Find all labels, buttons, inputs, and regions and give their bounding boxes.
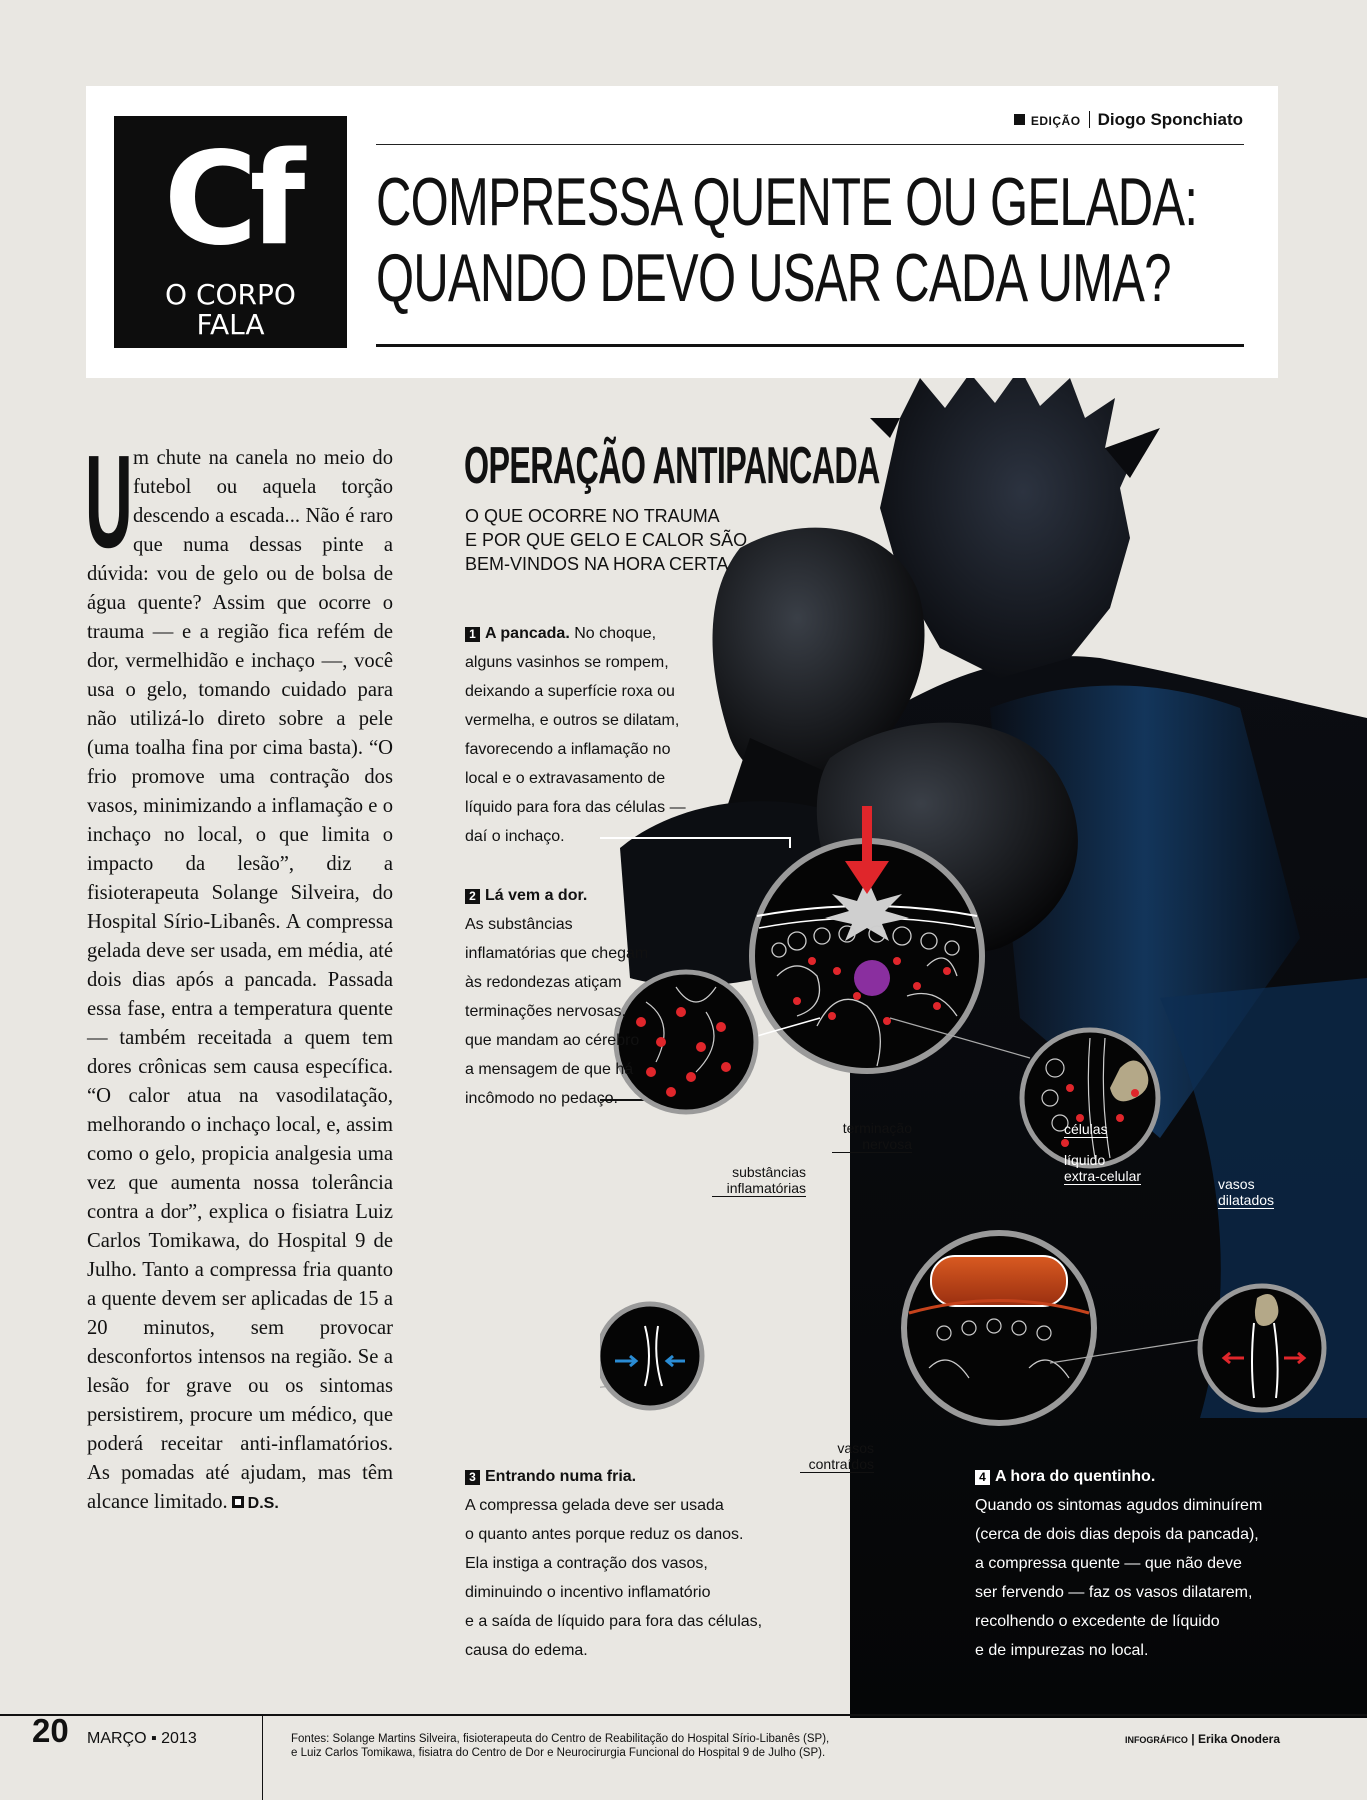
section-logo bbox=[114, 116, 347, 348]
end-mark-icon bbox=[232, 1496, 244, 1508]
callout-cells: células bbox=[1064, 1121, 1108, 1137]
step-number: 2 bbox=[465, 889, 480, 904]
step-number: 1 bbox=[465, 627, 480, 642]
callout-line: inflamatórias bbox=[726, 1180, 806, 1196]
callout-line: dilatados bbox=[1218, 1192, 1275, 1208]
step-line: líquido para fora das células — bbox=[465, 799, 686, 816]
credit-name: Erika Onodera bbox=[1197, 1732, 1280, 1746]
edition-credit bbox=[1014, 110, 1243, 130]
section-name bbox=[114, 280, 347, 340]
callout-line: contraídos bbox=[808, 1456, 874, 1472]
step-line: o quanto antes porque reduz os danos. bbox=[465, 1526, 744, 1543]
step-line: daí o inchaço. bbox=[465, 828, 565, 845]
page-number: 20 bbox=[32, 1712, 69, 1749]
step-line: incômodo no pedaço. bbox=[465, 1090, 618, 1107]
credit-label: INFOGRÁFICO bbox=[1124, 1735, 1188, 1745]
step-line: às redondezas atiçam bbox=[465, 974, 622, 991]
subtitle-line: E POR QUE GELO E CALOR SÃO bbox=[465, 530, 748, 550]
step-2-text bbox=[465, 881, 685, 1113]
step-line: alguns vasinhos se rompem, bbox=[465, 654, 669, 671]
drop-cap: U bbox=[85, 428, 133, 575]
callout-line: terminação bbox=[842, 1120, 912, 1136]
step-title: Entrando numa fria. bbox=[485, 1468, 637, 1485]
article-signoff: D.S. bbox=[247, 1495, 279, 1512]
step-title: A pancada. bbox=[485, 625, 570, 642]
footer-rule bbox=[0, 1714, 1367, 1716]
subtitle-line: BEM-VINDOS NA HORA CERTA bbox=[465, 554, 729, 574]
headline-line2: QUANDO DEVO USAR CADA UMA? bbox=[376, 240, 1171, 316]
headline-line1: COMPRESSA QUENTE OU GELADA: bbox=[376, 164, 1198, 240]
step-line: diminuindo o incentivo inflamatório bbox=[465, 1584, 711, 1601]
step-line: causa do edema. bbox=[465, 1642, 588, 1659]
square-bullet-icon bbox=[1014, 114, 1025, 125]
callout-line: extra-celular bbox=[1064, 1168, 1142, 1184]
callout-line: líquido bbox=[1064, 1152, 1106, 1168]
step-line: (cerca de dois dias depois da pancada), bbox=[975, 1526, 1259, 1543]
step-4-text bbox=[975, 1462, 1315, 1665]
sources-line: e Luiz Carlos Tomikawa, fisiatra do Centro de Dor e Neurocirurgia Funcional do Hospital 9 de Julho (SP). bbox=[291, 1747, 826, 1759]
hot-compress-circle bbox=[904, 1233, 1094, 1423]
issue-date: MARÇO ▪ 2013 bbox=[87, 1730, 197, 1747]
subtitle-line: O QUE OCORRE NO TRAUMA bbox=[465, 506, 720, 526]
step-line: A compressa gelada deve ser usada bbox=[465, 1497, 724, 1514]
callout-contracted bbox=[800, 1440, 874, 1473]
article-text: m chute na canela no meio do futebol ou aquela torção descendo a escada... Não é raro que numa dessas pinte a dúvida: vou de gelo ou de bolsa de água quente? Assim que ocorre o trauma — e a região fica refém de dor, vermelhidão e inchaço —, você usa o gelo, tomando cuidado para não utilizá-lo direto sobre a pele (uma toalha fina por cima basta). “O frio promove uma contração dos vasos, minimizando a inflamação e o inchaço no local, o que limita o impacto da lesão”, diz a fisioterapeuta Solange Silveira, do Hospital Sírio-Libanês. A compressa gelada deve ser usada, em média, até dois dias após a pancada. Passada essa fase, entra a temperatura quente — também receitada a quem tem dores crônicas sem causa específica. “O calor atua na vasodilatação, melhorando o inchaço local, e, assim como o gelo, propicia analgesia uma vez que aumenta nossa tolerância contra a dor”, explica o fisiatra Luiz Carlos Tomikawa, do Hospital 9 de Julho. Tanto a compressa fria quanto a quente devem ser aplicadas de 15 a 20 minutos, sem provocar desconfortos intensos na região. Se a lesão for grave ou os sintomas persistirem, procure um médico, que poderá receitar anti-inflamatórios. As pomadas até ajudam, mas têm alcance limitado. bbox=[87, 447, 393, 1513]
header-rule-bottom bbox=[376, 344, 1244, 347]
sources-line: Fontes: Solange Martins Silveira, fisioterapeuta do Centro de Reabilitação do Hospital Sírio-Libanês (SP), bbox=[291, 1733, 830, 1745]
footer-divider bbox=[262, 1716, 263, 1800]
step-line: e a saída de líquido para fora das células, bbox=[465, 1613, 763, 1630]
step-line: inflamatórias que chegam bbox=[465, 945, 649, 962]
step-line: a mensagem de que há bbox=[465, 1061, 634, 1078]
step-line: a compressa quente — que não deve bbox=[975, 1555, 1242, 1572]
step-line: que mandam ao cérebro bbox=[465, 1032, 640, 1049]
callout-line: vasos bbox=[837, 1440, 874, 1456]
step-line: favorecendo a inflamação no bbox=[465, 741, 671, 758]
section-symbol: Cf bbox=[163, 125, 298, 274]
callout-dilated bbox=[1218, 1176, 1274, 1209]
step-title: Lá vem a dor. bbox=[485, 887, 588, 904]
infographic-subtitle bbox=[465, 504, 765, 576]
step-line: recolhendo o excedente de líquido bbox=[975, 1613, 1220, 1630]
step-line: Ela instiga a contração dos vasos, bbox=[465, 1555, 708, 1572]
callout-line: vasos bbox=[1218, 1176, 1255, 1192]
editor-name: Diogo Sponchiato bbox=[1097, 110, 1243, 129]
footer-sources bbox=[291, 1732, 991, 1760]
step-line: Quando os sintomas agudos diminuírem bbox=[975, 1497, 1263, 1514]
step-line: ser fervendo — faz os vasos dilatarem, bbox=[975, 1584, 1253, 1601]
cells-circle bbox=[1022, 1030, 1158, 1166]
edition-label: EDIÇÃO bbox=[1030, 114, 1081, 128]
step-line: terminações nervosas, bbox=[465, 1003, 626, 1020]
section-name-line1: O CORPO bbox=[165, 278, 296, 311]
step-line: e de impurezas no local. bbox=[975, 1642, 1149, 1659]
contracted-vessel-circle bbox=[600, 1304, 702, 1408]
step-title: A hora do quentinho. bbox=[995, 1468, 1156, 1485]
step-number: 4 bbox=[975, 1470, 990, 1485]
step-number: 3 bbox=[465, 1470, 480, 1485]
step-3-text bbox=[465, 1462, 805, 1665]
step-line: local e o extravasamento de bbox=[465, 770, 666, 787]
header-rule-top bbox=[376, 144, 1244, 145]
section-name-line2: FALA bbox=[196, 308, 265, 341]
infographic-credit: INFOGRÁFICO | Erika Onodera bbox=[1124, 1732, 1280, 1746]
divider bbox=[1089, 111, 1090, 128]
callout-nerve bbox=[832, 1120, 912, 1153]
step-line: No choque, bbox=[574, 625, 657, 642]
step-1-text bbox=[465, 619, 705, 851]
dilated-vessel-circle bbox=[1200, 1286, 1324, 1410]
callout-inflammatory bbox=[712, 1164, 806, 1197]
callout-line: substâncias bbox=[732, 1164, 806, 1180]
article-body bbox=[85, 428, 393, 1518]
headline bbox=[376, 164, 1262, 316]
step-line: deixando a superfície roxa ou bbox=[465, 683, 675, 700]
step-line: vermelha, e outros se dilatam, bbox=[465, 712, 680, 729]
callout-extracellular bbox=[1064, 1152, 1141, 1185]
callout-line: nervosa bbox=[862, 1136, 912, 1152]
step-line: As substâncias bbox=[465, 916, 573, 933]
infographic-title: OPERAÇÃO ANTIPANCADA bbox=[464, 437, 880, 495]
